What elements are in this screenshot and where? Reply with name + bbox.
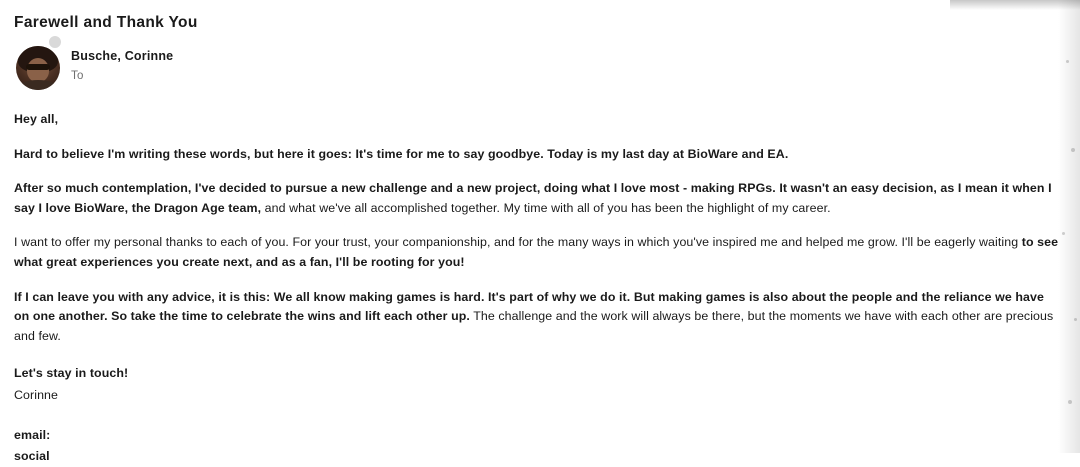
sender-details (71, 46, 173, 82)
sender-name[interactable]: Busche, Corinne (71, 49, 174, 63)
avatar-face (27, 58, 49, 82)
recipients-label: To (71, 70, 84, 82)
body-paragraph-4-emphasis: So take the time to celebrate the wins and lift each other up. (111, 309, 470, 324)
body-paragraph-4-part-c: The challenge and the work will always be there, but the moments we have with each other are precious and few. (14, 309, 1054, 343)
body-paragraph-1 (14, 145, 1062, 165)
body-greeting: Hey all, (14, 112, 59, 126)
email-body (14, 110, 1062, 467)
contact-social-label: social (14, 449, 50, 464)
contact-email-label: email: (14, 427, 51, 442)
presence-status-icon (47, 34, 63, 50)
body-paragraph-3 (14, 233, 1062, 272)
body-paragraph-2 (14, 179, 1062, 218)
signoff-line-2: Corinne (14, 387, 59, 402)
sender-row (16, 46, 1062, 90)
avatar-shoulders (19, 80, 57, 90)
body-paragraph-4-part-a: If I can leave you with any advice, it is this: We all know making games is hard. It's part of why we do it. But making games is also about the people and the reliance we have on one another. (14, 289, 1044, 324)
body-paragraph-3-emphasis: to see what great experiences you create next, and as a fan, I'll be rooting for you! (14, 235, 1059, 269)
body-paragraph-3-part-a: I want to offer my personal thanks to each of you. For your trust, your companionship, and for the many ways in which you've inspired me and helped me grow. I'll be eagerly waiting (14, 235, 1022, 250)
avatar-glasses (26, 64, 50, 70)
page-title: Farewell and Thank You (14, 14, 198, 31)
contact-block (14, 426, 1062, 467)
body-paragraph-2-part-a: After so much contemplation, I've decided to pursue a new challenge and a new project, doing what I love most - making RPGs. It wasn't an easy decision, as I mean it when I say (14, 181, 1052, 215)
body-paragraph-2-emphasis: I love BioWare, the Dragon Age team, (38, 200, 262, 215)
body-paragraph-2-part-c: and what we've all accomplished together. My time with all of you has been the highlight of my career. (261, 200, 831, 215)
body-paragraph-1-text: Hard to believe I'm writing these words, but here it goes: It's time for me to say goodbye. Today is my last day at BioWare and EA. (14, 146, 789, 161)
signoff-line-1: Let's stay in touch! (14, 366, 129, 381)
body-paragraph-4 (14, 288, 1062, 347)
avatar[interactable] (16, 46, 60, 90)
signoff-block (14, 364, 1062, 405)
